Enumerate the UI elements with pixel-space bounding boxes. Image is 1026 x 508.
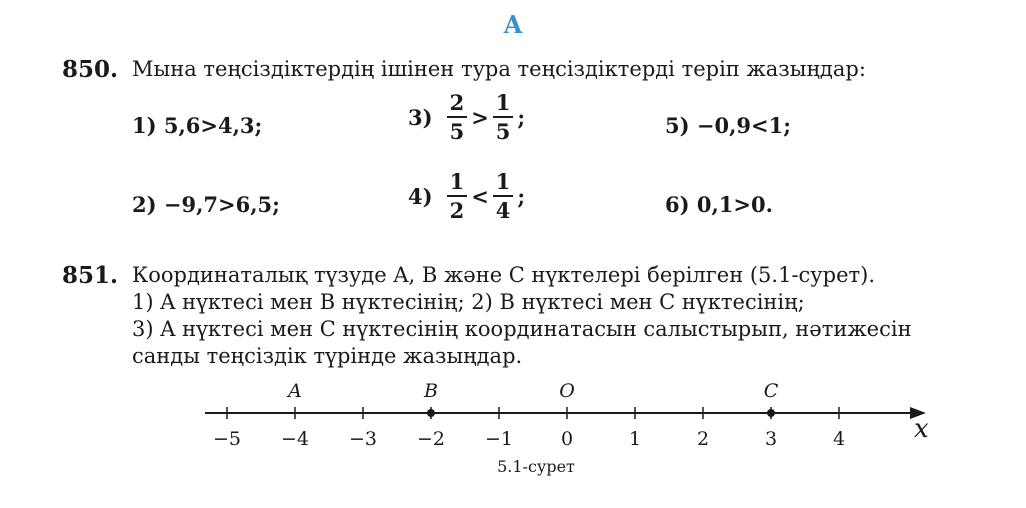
denominator: 5 xyxy=(495,119,511,144)
point-label-o: O xyxy=(559,380,575,402)
tick-label: −5 xyxy=(212,428,242,450)
problem-text-line-2: 1) A нүктесі мен B нүктесінің; 2) B нүктесі мен C нүктесінің; xyxy=(132,290,805,314)
problem-number: 851. xyxy=(62,262,119,289)
item-label: 6) xyxy=(665,192,690,217)
denominator: 5 xyxy=(449,119,465,144)
denominator: 4 xyxy=(495,198,511,223)
item-label: 2) xyxy=(132,192,157,217)
inequality-item-6 xyxy=(665,192,773,217)
numerator: 1 xyxy=(495,90,511,115)
point-label-b: B xyxy=(424,380,438,402)
number-line xyxy=(205,380,929,450)
comparison-operator: > xyxy=(471,104,489,130)
item-label: 1) xyxy=(132,113,157,138)
inequality-item-4 xyxy=(408,171,525,221)
numerator: 2 xyxy=(449,90,465,115)
tick-label: −2 xyxy=(416,428,446,450)
point-label-a: A xyxy=(288,380,302,402)
tick-label: 0 xyxy=(560,428,574,450)
item-expression: 5,6>4,3; xyxy=(163,113,263,138)
item-label: 5) xyxy=(665,113,690,138)
tick-label: −4 xyxy=(280,428,310,450)
problem-text: Мына теңсіздіктердің ішінен тура теңсіздіктерді теріп жазыңдар: xyxy=(132,57,866,81)
figure-caption: 5.1-сурет xyxy=(497,457,575,476)
tick-label: −3 xyxy=(348,428,378,450)
fraction xyxy=(447,171,468,221)
item-expression: −9,7>6,5; xyxy=(163,192,280,217)
item-terminator: ; xyxy=(517,104,526,130)
item-label: 3) xyxy=(408,104,433,130)
item-label: 4) xyxy=(408,183,433,209)
numerator: 1 xyxy=(449,169,465,194)
tick-label: 2 xyxy=(696,428,710,450)
item-expression: 0,1>0. xyxy=(696,192,773,217)
fraction xyxy=(447,92,468,142)
numerator: 1 xyxy=(495,169,511,194)
inequality-item-3 xyxy=(408,92,525,142)
inequality-item-2 xyxy=(132,192,280,217)
point-marker-c xyxy=(767,409,775,417)
problem-text-line-3: 3) A нүктесі мен C нүктесінің координатасын салыстырып, нәтижесін xyxy=(132,317,912,341)
point-label-c: C xyxy=(763,380,779,402)
section-letter: А xyxy=(503,10,523,39)
problem-text-line-1: Координаталық түзуде A, B және C нүктелері берілген (5.1-сурет). xyxy=(132,263,876,287)
item-terminator: ; xyxy=(517,183,526,209)
denominator: 2 xyxy=(449,198,465,223)
fraction xyxy=(493,92,514,142)
problem-number: 850. xyxy=(62,56,119,83)
inequality-item-5 xyxy=(665,113,791,138)
tick-label: −1 xyxy=(484,428,514,450)
axis-label: x xyxy=(914,414,929,444)
number-line-figure xyxy=(0,375,1026,508)
point-marker-b xyxy=(427,409,435,417)
tick-label: 4 xyxy=(832,428,846,450)
item-expression: −0,9<1; xyxy=(696,113,791,138)
fraction xyxy=(493,171,514,221)
tick-label: 3 xyxy=(764,428,778,450)
problem-text-line-4: санды теңсіздік түрінде жазыңдар. xyxy=(132,344,523,368)
inequality-item-1 xyxy=(132,113,262,138)
comparison-operator: < xyxy=(471,183,489,209)
tick-label: 1 xyxy=(628,428,642,450)
